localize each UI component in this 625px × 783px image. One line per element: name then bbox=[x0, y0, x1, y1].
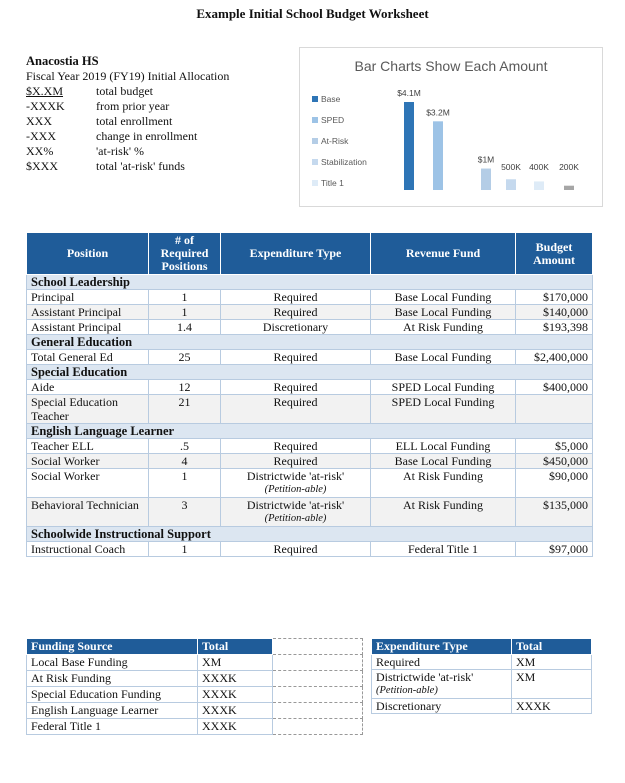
cell-amount: $5,000 bbox=[516, 439, 593, 454]
cell-funding-total: XXXK bbox=[198, 687, 273, 703]
bar bbox=[564, 186, 574, 190]
cell-revenue: Base Local Funding bbox=[371, 454, 516, 469]
cell-amount: $400,000 bbox=[516, 380, 593, 395]
cell-revenue: At Risk Funding bbox=[371, 469, 516, 498]
exp-type-text: Required bbox=[376, 655, 420, 669]
table-row bbox=[372, 655, 592, 670]
header-revenue-fund: Revenue Fund bbox=[371, 233, 516, 275]
cell-amount: $2,400,000 bbox=[516, 350, 593, 365]
info-desc: total budget bbox=[96, 84, 153, 98]
cell-revenue: Base Local Funding bbox=[371, 350, 516, 365]
legend-label: Title 1 bbox=[321, 178, 344, 188]
table-row bbox=[372, 670, 592, 699]
table-row bbox=[27, 655, 363, 671]
page-title: Example Initial School Budget Worksheet bbox=[196, 6, 429, 21]
cell-num: 1 bbox=[149, 305, 221, 320]
info-row bbox=[26, 144, 276, 159]
fiscal-year: Fiscal Year 2019 (FY19) Initial Allocation bbox=[26, 69, 230, 83]
cell-expenditure bbox=[221, 320, 371, 335]
bar-label: $1M bbox=[477, 154, 495, 165]
cell-revenue: SPED Local Funding bbox=[371, 380, 516, 395]
table-row bbox=[27, 454, 593, 469]
positions-table bbox=[26, 232, 593, 557]
cell-num: 21 bbox=[149, 395, 221, 424]
section-row bbox=[27, 527, 593, 542]
cell-position: Total General Ed bbox=[27, 350, 149, 365]
section-name: Special Education bbox=[27, 365, 593, 380]
cell-funding-source: English Language Learner bbox=[27, 703, 198, 719]
expenditure-text: Districtwide 'at-risk' bbox=[246, 469, 345, 483]
cell-num: .5 bbox=[149, 439, 221, 454]
legend-label: SPED bbox=[321, 115, 345, 125]
bar-label: 200K bbox=[559, 162, 579, 172]
cell-revenue: Federal Title 1 bbox=[371, 542, 516, 557]
expenditure-type-table bbox=[371, 638, 592, 714]
info-row bbox=[26, 129, 276, 144]
cell-exp-total: XM bbox=[512, 670, 592, 699]
cell-num: 1 bbox=[149, 542, 221, 557]
info-row bbox=[26, 159, 276, 174]
bar bbox=[481, 169, 491, 190]
legend-label: Base bbox=[321, 94, 341, 104]
header-exp-total: Total bbox=[512, 639, 592, 655]
cell-position: Teacher ELL bbox=[27, 439, 149, 454]
funding-source-table bbox=[26, 638, 363, 735]
cell-funding-total: XM bbox=[198, 655, 273, 671]
section-name: School Leadership bbox=[27, 275, 593, 290]
cell-revenue: Base Local Funding bbox=[371, 305, 516, 320]
table-row bbox=[27, 439, 593, 454]
petition-note: (Petition-able) bbox=[264, 484, 327, 495]
table-row bbox=[27, 290, 593, 305]
bar bbox=[534, 181, 544, 190]
info-desc: total enrollment bbox=[96, 114, 173, 128]
cell-revenue: At Risk Funding bbox=[371, 320, 516, 335]
info-desc: change in enrollment bbox=[96, 129, 198, 143]
cell-funding-source: Federal Title 1 bbox=[27, 719, 198, 735]
expenditure-text: Required bbox=[273, 380, 318, 394]
expenditure-text: Required bbox=[273, 350, 318, 364]
blank-cell bbox=[273, 687, 363, 703]
section-row bbox=[27, 365, 593, 380]
cell-amount: $90,000 bbox=[516, 469, 593, 498]
cell-num: 25 bbox=[149, 350, 221, 365]
section-row bbox=[27, 424, 593, 439]
cell-num: 3 bbox=[149, 498, 221, 527]
bar-chart bbox=[299, 47, 603, 207]
header-expenditure-type: Expenditure Type bbox=[221, 233, 371, 275]
cell-expenditure bbox=[221, 290, 371, 305]
legend-label: At-Risk bbox=[321, 136, 349, 146]
cell-expenditure bbox=[221, 498, 371, 527]
info-row bbox=[26, 84, 276, 99]
exp-type-text: Districtwide 'at-risk' bbox=[376, 670, 474, 684]
cell-num: 1.4 bbox=[149, 320, 221, 335]
cell-position: Social Worker bbox=[27, 454, 149, 469]
cell-position: Behavioral Technician bbox=[27, 498, 149, 527]
legend-label: Stabilization bbox=[321, 157, 367, 167]
section-row bbox=[27, 335, 593, 350]
cell-funding-total: XXXK bbox=[198, 671, 273, 687]
cell-exp-type bbox=[372, 670, 512, 699]
expenditure-text: Required bbox=[273, 439, 318, 453]
cell-expenditure bbox=[221, 305, 371, 320]
bar bbox=[433, 121, 443, 190]
cell-position: Assistant Principal bbox=[27, 320, 149, 335]
cell-num: 1 bbox=[149, 469, 221, 498]
blank-cell bbox=[273, 639, 363, 655]
section-name: General Education bbox=[27, 335, 593, 350]
chart-title: Bar Charts Show Each Amount bbox=[354, 58, 548, 74]
cell-expenditure bbox=[221, 542, 371, 557]
table-row bbox=[27, 687, 363, 703]
cell-exp-type bbox=[372, 655, 512, 670]
bar-label: $3.2M bbox=[426, 107, 450, 118]
bar-label: $4.1M bbox=[397, 88, 421, 98]
info-code: XX% bbox=[26, 144, 54, 158]
cell-amount: $97,000 bbox=[516, 542, 593, 557]
cell-exp-total: XM bbox=[512, 655, 592, 670]
cell-expenditure bbox=[221, 439, 371, 454]
cell-num: 12 bbox=[149, 380, 221, 395]
table-row bbox=[27, 703, 363, 719]
header-budget-amount: Budget Amount bbox=[516, 233, 593, 275]
table-row bbox=[27, 395, 593, 424]
cell-amount bbox=[516, 395, 593, 424]
cell-expenditure bbox=[221, 350, 371, 365]
expenditure-text: Required bbox=[273, 454, 318, 468]
blank-cell bbox=[273, 703, 363, 719]
table-row bbox=[27, 350, 593, 365]
info-desc: total 'at-risk' funds bbox=[96, 159, 185, 173]
table-row bbox=[27, 542, 593, 557]
cell-revenue: Base Local Funding bbox=[371, 290, 516, 305]
expenditure-text: Required bbox=[273, 395, 318, 409]
expenditure-text: Districtwide 'at-risk' bbox=[246, 498, 345, 512]
cell-expenditure bbox=[221, 469, 371, 498]
blank-cell bbox=[273, 719, 363, 735]
cell-exp-total: XXXK bbox=[512, 699, 592, 714]
cell-funding-total: XXXK bbox=[198, 703, 273, 719]
cell-revenue: SPED Local Funding bbox=[371, 395, 516, 424]
cell-funding-source: At Risk Funding bbox=[27, 671, 198, 687]
table-row bbox=[27, 320, 593, 335]
table-row bbox=[27, 498, 593, 527]
school-name: Anacostia HS bbox=[26, 54, 99, 68]
cell-expenditure bbox=[221, 395, 371, 424]
header-funding-total: Total bbox=[198, 639, 273, 655]
info-code: -XXX bbox=[26, 129, 56, 143]
info-code: XXX bbox=[26, 114, 52, 128]
header-num-positions: # of Required Positions bbox=[149, 233, 221, 275]
school-info bbox=[26, 54, 276, 174]
positions-header bbox=[27, 233, 593, 275]
header-exp-type: Expenditure Type bbox=[372, 639, 512, 655]
table-row bbox=[372, 699, 592, 714]
section-name: Schoolwide Instructional Support bbox=[27, 527, 593, 542]
cell-revenue: At Risk Funding bbox=[371, 498, 516, 527]
section-row bbox=[27, 275, 593, 290]
cell-amount: $450,000 bbox=[516, 454, 593, 469]
header-funding-source: Funding Source bbox=[27, 639, 198, 655]
info-code: $XXX bbox=[26, 159, 58, 173]
expenditure-text: Required bbox=[273, 290, 318, 304]
table-row bbox=[27, 305, 593, 320]
expenditure-text: Required bbox=[273, 305, 318, 319]
bar-label: 500K bbox=[501, 162, 521, 172]
cell-position: Instructional Coach bbox=[27, 542, 149, 557]
info-desc: from prior year bbox=[96, 99, 170, 113]
table-row bbox=[27, 719, 363, 735]
cell-revenue: ELL Local Funding bbox=[371, 439, 516, 454]
cell-position: Social Worker bbox=[27, 469, 149, 498]
table-row bbox=[27, 671, 363, 687]
cell-amount: $135,000 bbox=[516, 498, 593, 527]
section-name: English Language Learner bbox=[27, 424, 593, 439]
cell-expenditure bbox=[221, 454, 371, 469]
petition-note: (Petition-able) bbox=[376, 685, 438, 696]
cell-funding-total: XXXK bbox=[198, 719, 273, 735]
info-row bbox=[26, 114, 276, 129]
expenditure-text: Discretionary bbox=[262, 320, 329, 334]
info-desc: 'at-risk' % bbox=[96, 144, 144, 158]
table-row bbox=[27, 380, 593, 395]
cell-amount: $140,000 bbox=[516, 305, 593, 320]
cell-position: Principal bbox=[27, 290, 149, 305]
bar bbox=[404, 102, 414, 190]
info-row bbox=[26, 99, 276, 114]
info-code: -XXXK bbox=[26, 99, 65, 113]
cell-funding-source: Special Education Funding bbox=[27, 687, 198, 703]
cell-amount: $193,398 bbox=[516, 320, 593, 335]
info-code: $X.XM bbox=[26, 84, 64, 98]
cell-position: Assistant Principal bbox=[27, 305, 149, 320]
expenditure-text: Required bbox=[273, 542, 318, 556]
cell-num: 4 bbox=[149, 454, 221, 469]
bar-label: 400K bbox=[529, 162, 549, 172]
cell-num: 1 bbox=[149, 290, 221, 305]
blank-cell bbox=[273, 655, 363, 671]
exp-type-text: Discretionary bbox=[376, 699, 442, 713]
info-rows bbox=[26, 84, 276, 174]
cell-position: Aide bbox=[27, 380, 149, 395]
petition-note: (Petition-able) bbox=[264, 513, 327, 524]
chart-plot bbox=[300, 48, 602, 206]
bar bbox=[506, 179, 516, 190]
cell-position: Special Education Teacher bbox=[27, 395, 149, 424]
table-row bbox=[27, 469, 593, 498]
cell-amount: $170,000 bbox=[516, 290, 593, 305]
cell-expenditure bbox=[221, 380, 371, 395]
blank-cell bbox=[273, 671, 363, 687]
cell-exp-type bbox=[372, 699, 512, 714]
cell-funding-source: Local Base Funding bbox=[27, 655, 198, 671]
header-position: Position bbox=[27, 233, 149, 275]
